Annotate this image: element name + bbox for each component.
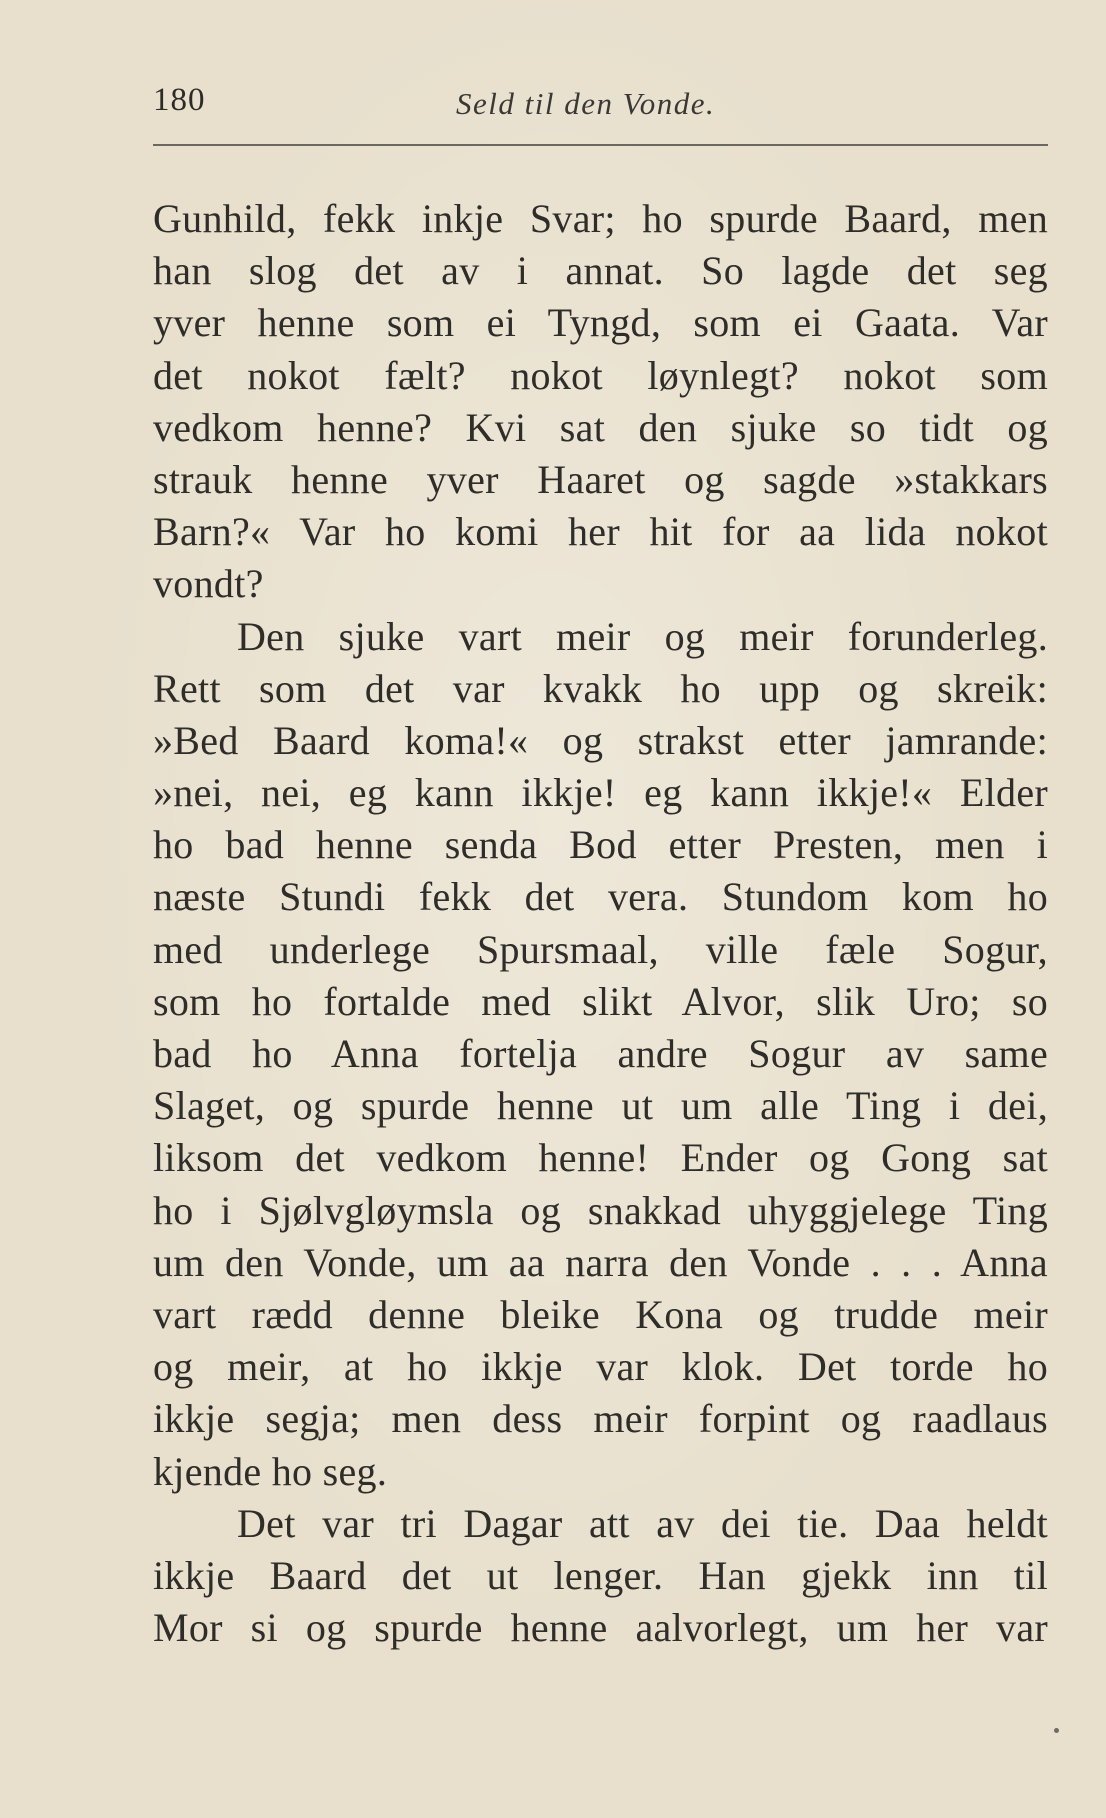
- text-line: som ho fortalde med slikt Alvor, slik Uro; so: [153, 978, 1048, 1024]
- text-line: Rett som det var kvakk ho upp og skreik:: [153, 665, 1048, 711]
- text-line: strauk henne yver Haaret og sagde »stakkars: [153, 456, 1048, 502]
- text-line: »Bed Baard koma!« og strakst etter jamrande:: [153, 717, 1048, 763]
- text-line: og meir, at ho ikkje var klok. Det torde ho: [153, 1344, 1048, 1390]
- text-line: bad ho Anna fortelja andre Sogur av same: [153, 1031, 1048, 1076]
- text-line: liksom det vedkom henne! Ender og Gong sat: [153, 1135, 1048, 1181]
- text-line: Barn?« Var ho komi her hit for aa lida nokot: [153, 509, 1048, 555]
- text-line: yver henne som ei Tyngd, som ei Gaata. Var: [153, 300, 1048, 346]
- running-title: Seld til den Vonde.: [456, 86, 716, 121]
- text-line: »nei, nei, eg kann ikkje! eg kann ikkje!« Elder: [153, 770, 1048, 816]
- text-line: det nokot fælt? nokot løynlegt? nokot som: [153, 352, 1048, 398]
- text-line: Det var tri Dagar att av dei tie. Daa heldt: [237, 1500, 1048, 1546]
- text-line: kjende ho seg.: [153, 1448, 388, 1494]
- text-line: med underlege Spursmaal, ville fæle Sogur,: [153, 926, 1048, 972]
- text-line: ho bad henne senda Bod etter Presten, men i: [153, 822, 1048, 868]
- text-line: ho i Sjølvgløymsla og snakkad uhyggjelege Ting: [153, 1187, 1048, 1233]
- text-line: Den sjuke vart meir og meir forunderleg.: [237, 613, 1048, 659]
- page-number: 180: [153, 82, 206, 118]
- text-line: vondt?: [153, 561, 264, 607]
- text-line: Slaget, og spurde henne ut um alle Ting i dei,: [153, 1083, 1048, 1129]
- header-rule: [153, 144, 1048, 146]
- text-line: ikkje Baard det ut lenger. Han gjekk inn til: [153, 1552, 1048, 1598]
- text-line: ikkje segja; men dess meir forpint og raadlaus: [153, 1396, 1048, 1442]
- text-line: næste Stundi fekk det vera. Stundom kom ho: [153, 874, 1048, 920]
- text-line: Mor si og spurde henne aalvorlegt, um her var: [153, 1605, 1048, 1651]
- text-line: vedkom henne? Kvi sat den sjuke so tidt og: [153, 404, 1048, 450]
- text-line: Gunhild, fekk inkje Svar; ho spurde Baard, men: [153, 196, 1048, 241]
- page-header: [153, 76, 1046, 136]
- text-line: vart rædd denne bleike Kona og trudde meir: [153, 1291, 1048, 1337]
- body-text: [153, 193, 1048, 1654]
- ink-speck: [1054, 1728, 1059, 1733]
- text-line: han slog det av i annat. So lagde det seg: [153, 248, 1048, 294]
- text-line: um den Vonde, um aa narra den Vonde . . . Anna: [153, 1239, 1048, 1285]
